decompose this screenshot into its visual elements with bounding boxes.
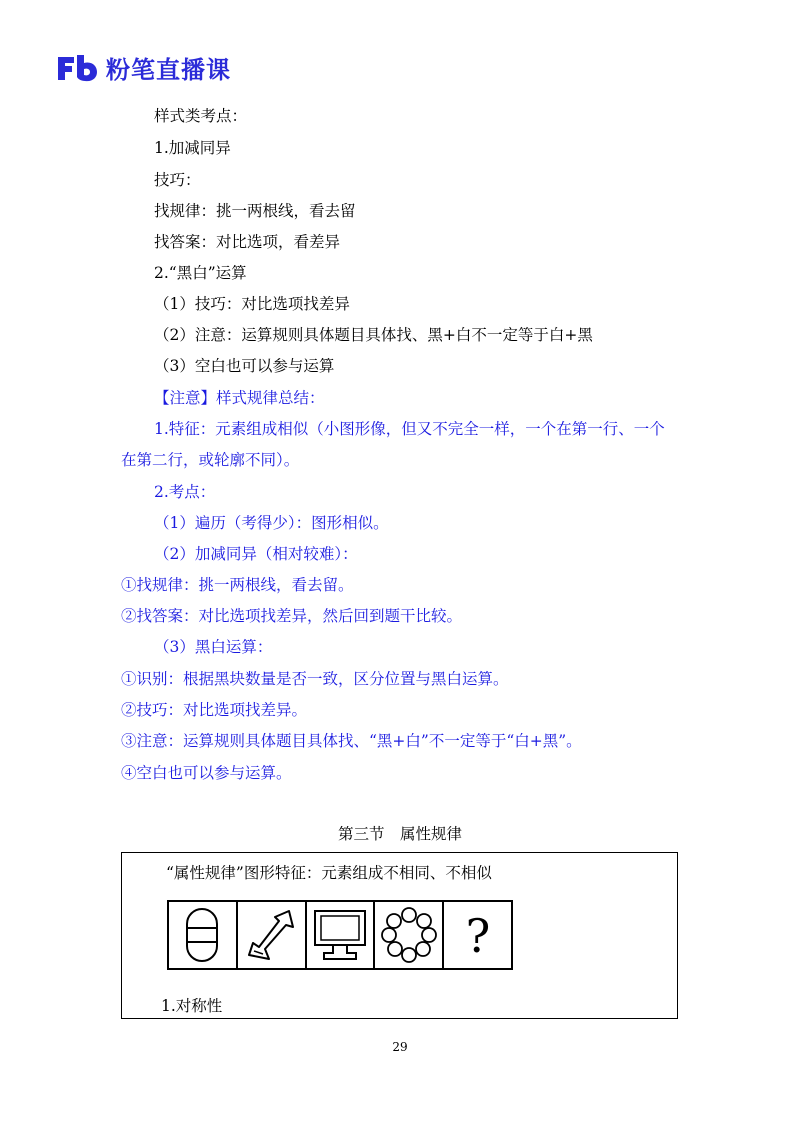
text-line: （2）加减同异（相对较难）： (154, 545, 358, 563)
figure-sequence (167, 900, 513, 970)
text-line: 技巧： (154, 171, 201, 189)
header-logo (56, 50, 231, 85)
box-subtitle: 1.对称性 (161, 997, 223, 1015)
text-line: 样式类考点： (154, 107, 248, 125)
text-line: 在第二行，或轮廓不同）。 (121, 451, 300, 469)
figure-cell (375, 902, 444, 968)
text-line: 【注意】样式规律总结： (154, 389, 325, 407)
text-line: 找规律：挑一两根线，看去留 (154, 202, 356, 220)
text-line: 2.“黑白”运算 (154, 264, 247, 282)
figure-cell (238, 902, 307, 968)
text-line: （3）空白也可以参与运算 (154, 357, 335, 375)
text-line: ②技巧：对比选项找差异。 (121, 701, 308, 719)
figure-cell (444, 902, 511, 968)
text-line: ④空白也可以参与运算。 (121, 764, 292, 782)
box-title: “属性规律”图形特征：元素组成不相同、不相似 (166, 864, 492, 882)
text-line: 找答案：对比选项，看差异 (154, 233, 341, 251)
attribute-rule-box (121, 852, 678, 1019)
text-line: ②找答案：对比选项找差异，然后回到题干比较。 (121, 607, 463, 625)
fb-logo-icon (56, 53, 98, 83)
logo-text: 粉笔直播课 (106, 56, 231, 84)
bead-ring-icon (379, 905, 439, 965)
text-line: （1）技巧：对比选项找差异 (154, 295, 350, 313)
text-line: 2.考点： (154, 483, 216, 501)
text-line: 1.加减同异 (154, 139, 231, 157)
text-line: （3）黑白运算： (154, 638, 273, 656)
capsule-icon (172, 905, 232, 965)
monitor-icon (310, 905, 370, 965)
text-line: 1.特征：元素组成相似（小图形像，但又不完全一样，一个在第一行、一个 (154, 420, 665, 438)
arrow-icon (241, 905, 301, 965)
text-line: ①识别：根据黑块数量是否一致，区分位置与黑白运算。 (121, 670, 509, 688)
figure-cell (307, 902, 376, 968)
text-line: （2）注意：运算规则具体题目具体找、黑+白不一定等于白+黑 (154, 326, 593, 344)
page-number: 29 (392, 1040, 408, 1054)
section-title: 第三节 属性规律 (337, 825, 462, 843)
text-line: ③注意：运算规则具体题目具体找、“黑+白”不一定等于“白+黑”。 (121, 732, 582, 750)
text-line: （1）遍历（考得少）：图形相似。 (154, 514, 389, 532)
question-mark-text: ? (465, 909, 490, 963)
figure-cell (169, 902, 238, 968)
text-line: ①找规律：挑一两根线，看去留。 (121, 576, 354, 594)
question-mark-icon (448, 905, 508, 965)
